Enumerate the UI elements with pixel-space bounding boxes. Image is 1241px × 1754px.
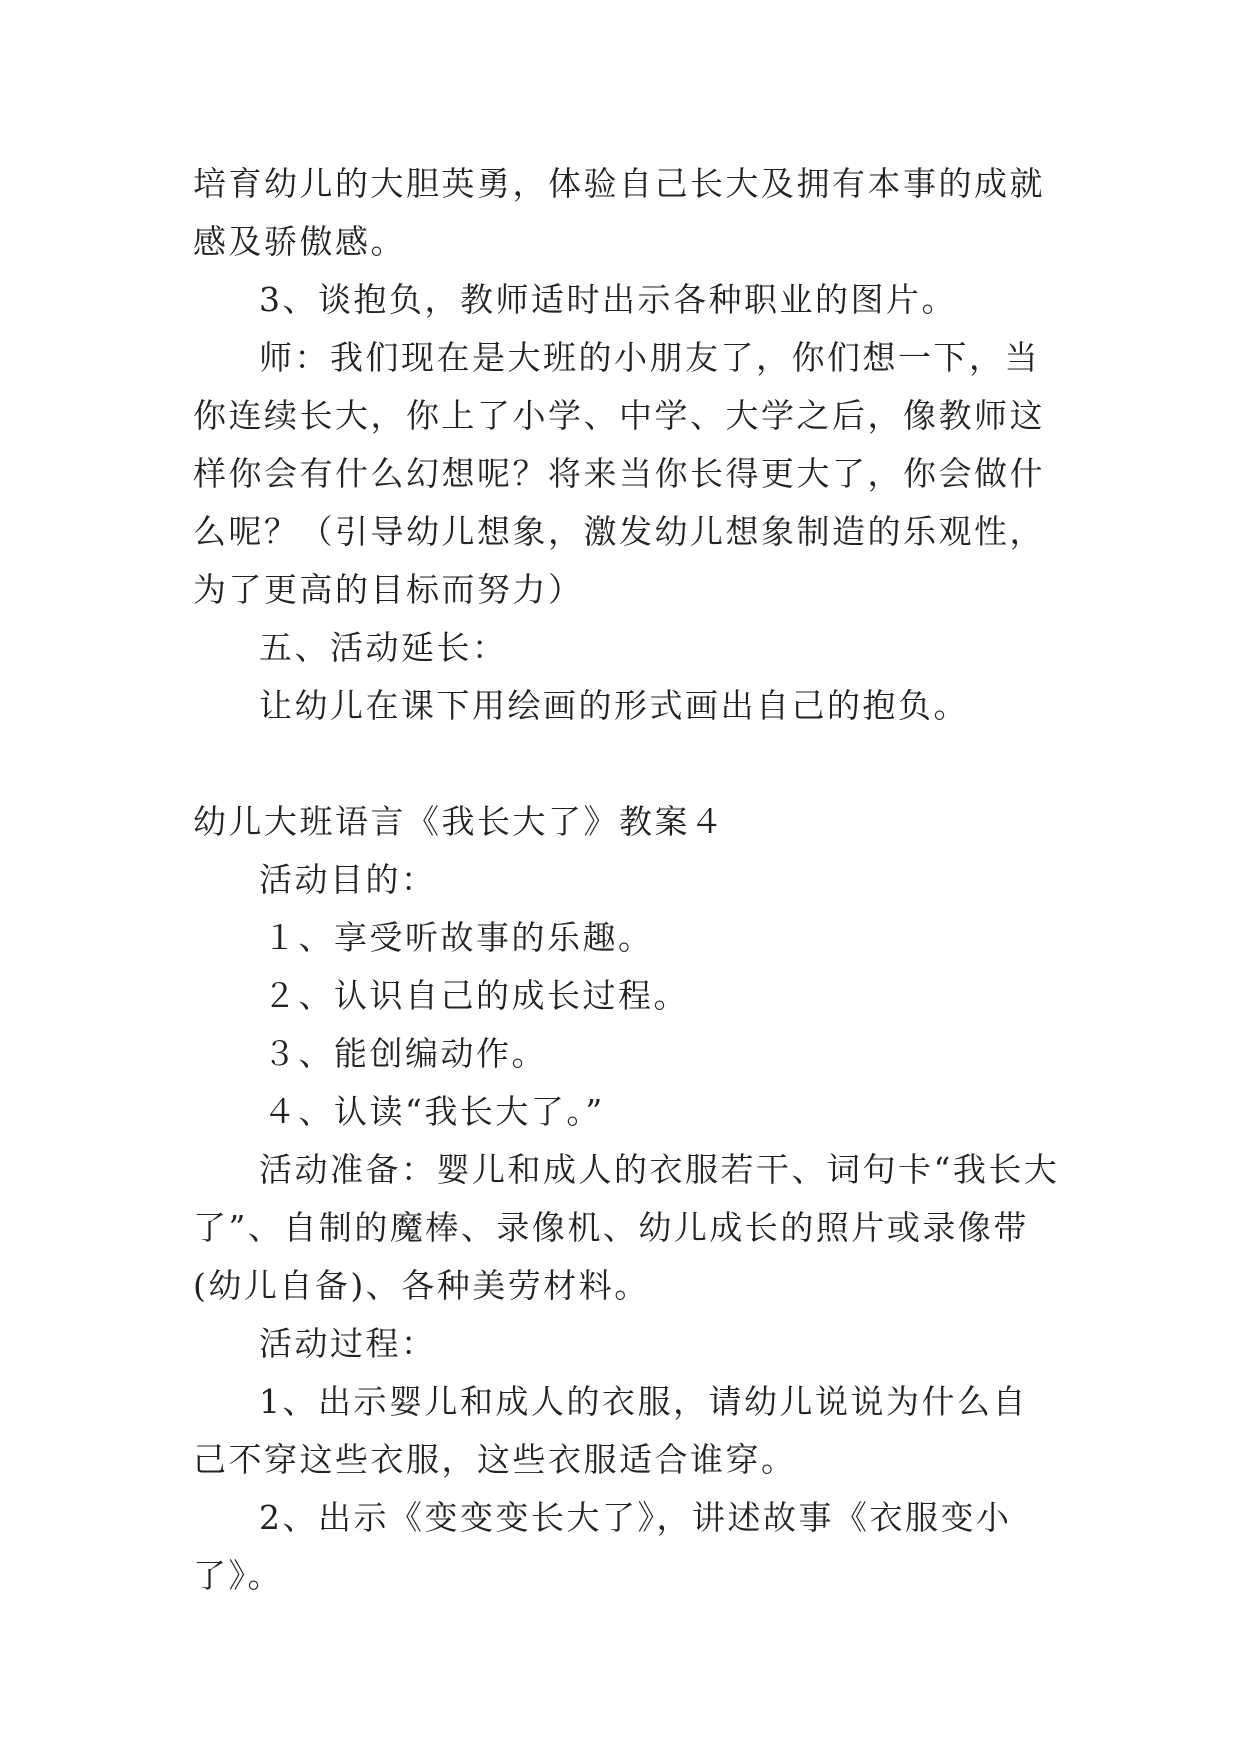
process-step: 2、出示《变变变长大了》，讲述故事《衣服变小了》。 (193, 1498, 1012, 1595)
goals-heading: 活动目的： (259, 860, 437, 899)
goal-item: ２、认识自己的成长过程。 (263, 976, 689, 1015)
document-body (193, 155, 1063, 1605)
section-title: 幼儿大班语言《我长大了》教案４ (193, 802, 726, 841)
paragraph-intro: 培育幼儿的大胆英勇，体验自己长大及拥有本事的成就感及骄傲感。 (193, 164, 1045, 261)
goal-item: ４、认读“我长大了。” (263, 1092, 605, 1131)
paragraph-extension: 让幼儿在课下用绘画的形式画出自己的抱负。 (259, 686, 969, 725)
preparation-paragraph: 活动准备：婴儿和成人的衣服若干、词句卡“我长大了”、自制的魔棒、录像机、幼儿成长的照片或录像带(幼儿自备)、各种美劳材料。 (193, 1150, 1060, 1305)
paragraph-teacher-question: 师：我们现在是大班的小朋友了，你们想一下，当你连续长大，你上了小学、中学、大学之后，像教师这样你会有什么幻想呢？将来当你长得更大了，你会做什么呢？（引导幼儿想象，激发幼儿想象制造的乐观性，为了更高的目标而努力） (193, 338, 1045, 609)
process-heading: 活动过程： (259, 1324, 437, 1363)
goal-item: １、享受听故事的乐趣。 (263, 918, 654, 957)
paragraph-extension-heading: 五、活动延长： (259, 628, 508, 667)
process-step: 1、出示婴儿和成人的衣服，请幼儿说说为什么自己不穿这些衣服，这些衣服适合谁穿。 (193, 1382, 1028, 1479)
paragraph-ambition: 3、谈抱负，教师适时出示各种职业的图片。 (259, 280, 957, 319)
goal-item: ３、能创编动作。 (263, 1034, 547, 1073)
